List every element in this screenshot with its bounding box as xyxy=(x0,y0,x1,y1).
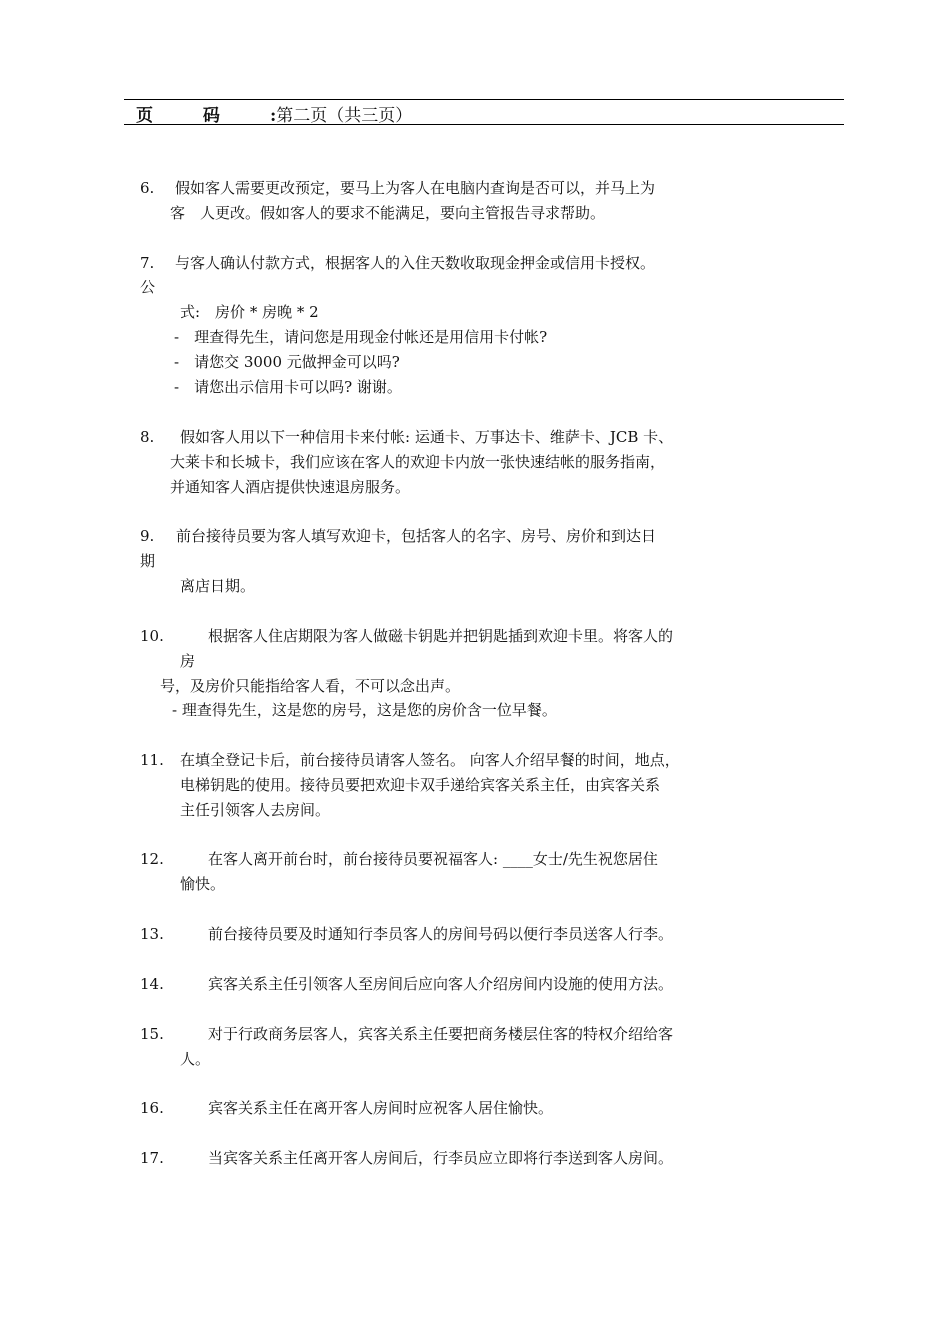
item-line: 与客人确认付款方式，根据客人的入住天数收取现金押金或信用卡授权。 xyxy=(175,254,656,272)
item-line: 宾客关系主任引领客人至房间后应向客人介绍房间内设施的使用方法。 xyxy=(208,975,674,993)
item-line: 在填全登记卡后，前台接待员请客人签名。 向客人介绍早餐的时间，地点， xyxy=(180,751,680,769)
item-line: 愉快。 xyxy=(180,875,226,893)
item-line: - 请您交 3000 元做押金可以吗? xyxy=(174,353,400,371)
page-number-label: 页 码 xyxy=(136,106,242,126)
item-line: 前台接待员要及时通知行李员客人的房间号码以便行李员送客人行李。 xyxy=(208,925,674,943)
item-line: 当宾客关系主任离开客人房间后，行李员应立即将行李送到客人房间。 xyxy=(208,1149,674,1167)
item-line: 房 xyxy=(180,652,196,670)
item-number: 17. xyxy=(140,1149,164,1167)
item-number: 13. xyxy=(140,925,164,943)
item-line: 并通知客人酒店提供快速退房服务。 xyxy=(170,478,411,496)
item-number: 15. xyxy=(140,1025,164,1043)
item-number: 11. xyxy=(140,751,164,769)
item-number: 10. xyxy=(140,627,164,645)
item-line: 离店日期。 xyxy=(180,577,256,595)
item-line: - 理查得先生，这是您的房号，这是您的房价含一位早餐。 xyxy=(172,701,557,719)
item-line: 在客人离开前台时，前台接待员要祝福客人: ____女士/先生祝您居住 xyxy=(208,850,658,868)
item-number: 7. xyxy=(140,254,155,272)
item-line: 客 人更改。假如客人的要求不能满足，要向主管报告寻求帮助。 xyxy=(170,204,606,222)
item-number: 16. xyxy=(140,1099,164,1117)
item-number: 8. xyxy=(140,428,155,446)
item-line: - 理查得先生，请问您是用现金付帐还是用信用卡付帐? xyxy=(174,328,548,346)
item-number: 9. xyxy=(140,527,155,545)
item-line: 假如客人用以下一种信用卡来付帐: 运通卡、万事达卡、维萨卡、JCB 卡、 xyxy=(180,428,674,446)
item-number: 14. xyxy=(140,975,164,993)
item-line: 前台接待员要为客人填写欢迎卡，包括客人的名字、房号、房价和到达日 xyxy=(176,527,657,545)
item-line: 式: 房价 * 房晚 * 2 xyxy=(180,303,319,321)
item-number: 6. xyxy=(140,179,155,197)
item-line: 号，及房价只能指给客人看，不可以念出声。 xyxy=(160,677,461,695)
page-header xyxy=(124,99,844,125)
item-line: 宾客关系主任在离开客人房间时应祝客人居住愉快。 xyxy=(208,1099,554,1117)
item-line: 人。 xyxy=(180,1050,211,1068)
item-number: 12. xyxy=(140,850,164,868)
page-number-text: 第二页（共三页） xyxy=(276,106,413,126)
item-line: 大莱卡和长城卡，我们应该在客人的欢迎卡内放一张快速结帐的服务指南， xyxy=(170,453,666,471)
item-line: - 请您出示信用卡可以吗? 谢谢。 xyxy=(174,378,402,396)
item-line: 主任引领客人去房间。 xyxy=(180,801,331,819)
item-line: 电梯钥匙的使用。接待员要把欢迎卡双手递给宾客关系主任，由宾客关系 xyxy=(180,776,661,794)
item-line: 公 xyxy=(140,278,156,296)
item-line: 根据客人住店期限为客人做磁卡钥匙并把钥匙插到欢迎卡里。将客人的 xyxy=(208,627,674,645)
page-number-colon: : xyxy=(270,106,277,126)
item-line: 对于行政商务层客人，宾客关系主任要把商务楼层住客的特权介绍给客 xyxy=(208,1025,674,1043)
item-line: 假如客人需要更改预定，要马上为客人在电脑内查询是否可以，并马上为 xyxy=(175,179,656,197)
page-number-value xyxy=(270,101,412,126)
item-line: 期 xyxy=(140,552,156,570)
